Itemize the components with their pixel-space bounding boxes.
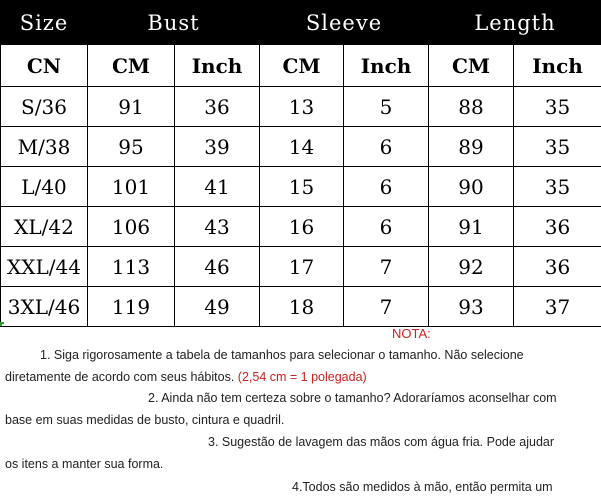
cell-bust-inch: 49	[175, 287, 260, 327]
notes-section	[0, 325, 601, 498]
table-row	[1, 207, 601, 247]
cell-bust-cm: 101	[88, 167, 175, 207]
cell-length-cm: 93	[429, 287, 514, 327]
cell-length-inch: 35	[514, 167, 601, 207]
cell-length-cm: 92	[429, 247, 514, 287]
cell-bust-inch: 43	[175, 207, 260, 247]
note-1-text: diretamente de acordo com seus hábitos.	[5, 370, 238, 384]
cell-sleeve-inch: 6	[344, 127, 429, 167]
cell-sleeve-inch: 7	[344, 287, 429, 327]
table-row	[1, 287, 601, 327]
cell-length-cm: 90	[429, 167, 514, 207]
note-3-line-2: os itens a manter sua forma.	[5, 457, 164, 471]
cell-length-cm: 88	[429, 87, 514, 127]
table-row	[1, 87, 601, 127]
cell-sleeve-inch: 5	[344, 87, 429, 127]
table-row	[1, 167, 601, 207]
cell-length-inch: 36	[514, 247, 601, 287]
subheader-bust-cm: CM	[88, 45, 175, 87]
cell-bust-cm: 91	[88, 87, 175, 127]
cell-size: L/40	[1, 167, 88, 207]
cell-bust-cm: 95	[88, 127, 175, 167]
subheader-cn: CN	[1, 45, 88, 87]
cell-bust-inch: 39	[175, 127, 260, 167]
cell-length-inch: 35	[514, 87, 601, 127]
note-1-line-1: 1. Siga rigorosamente a tabela de tamanhos para selecionar o tamanho. Não selecione	[40, 348, 524, 362]
cell-sleeve-inch: 6	[344, 167, 429, 207]
cell-length-cm: 89	[429, 127, 514, 167]
cell-bust-cm: 119	[88, 287, 175, 327]
header-size: Size	[1, 1, 88, 45]
cell-sleeve-cm: 17	[260, 247, 344, 287]
header-length: Length	[429, 1, 601, 45]
notes-title: NOTA:	[392, 326, 431, 341]
table-row	[1, 127, 601, 167]
cell-length-inch: 37	[514, 287, 601, 327]
note-1-line-2	[5, 370, 367, 384]
note-2-line-2: base em suas medidas de busto, cintura e quadril.	[5, 413, 285, 427]
cell-sleeve-cm: 13	[260, 87, 344, 127]
note-4-line-1: 4.Todos são medidos à mão, então permita um	[292, 480, 553, 494]
cell-bust-inch: 36	[175, 87, 260, 127]
cell-size: XL/42	[1, 207, 88, 247]
cell-sleeve-inch: 7	[344, 247, 429, 287]
subheader-length-inch: Inch	[514, 45, 601, 87]
cell-length-inch: 36	[514, 207, 601, 247]
note-2-line-1: 2. Ainda não tem certeza sobre o tamanho? Adoraríamos aconselhar com	[148, 391, 557, 405]
subheader-length-cm: CM	[429, 45, 514, 87]
table-row	[1, 247, 601, 287]
note-3-line-1: 3. Sugestão de lavagem das mãos com água fria. Pode ajudar	[208, 435, 555, 449]
cell-bust-cm: 113	[88, 247, 175, 287]
cell-length-inch: 35	[514, 127, 601, 167]
subheader-sleeve-inch: Inch	[344, 45, 429, 87]
cell-size: S/36	[1, 87, 88, 127]
cell-sleeve-inch: 6	[344, 207, 429, 247]
subheader-bust-inch: Inch	[175, 45, 260, 87]
cell-length-cm: 91	[429, 207, 514, 247]
cell-sleeve-cm: 16	[260, 207, 344, 247]
cell-size: 3XL/46	[1, 287, 88, 327]
cell-sleeve-cm: 15	[260, 167, 344, 207]
cell-size: XXL/44	[1, 247, 88, 287]
subheader-sleeve-cm: CM	[260, 45, 344, 87]
cell-sleeve-cm: 14	[260, 127, 344, 167]
cell-sleeve-cm: 18	[260, 287, 344, 327]
cell-bust-cm: 106	[88, 207, 175, 247]
table-subheader-row	[1, 45, 601, 87]
cell-size: M/38	[1, 127, 88, 167]
conversion-note: (2,54 cm = 1 polegada)	[237, 370, 367, 384]
table-header-row	[1, 1, 601, 45]
header-bust: Bust	[88, 1, 260, 45]
cell-bust-inch: 46	[175, 247, 260, 287]
cell-bust-inch: 41	[175, 167, 260, 207]
header-sleeve: Sleeve	[260, 1, 429, 45]
